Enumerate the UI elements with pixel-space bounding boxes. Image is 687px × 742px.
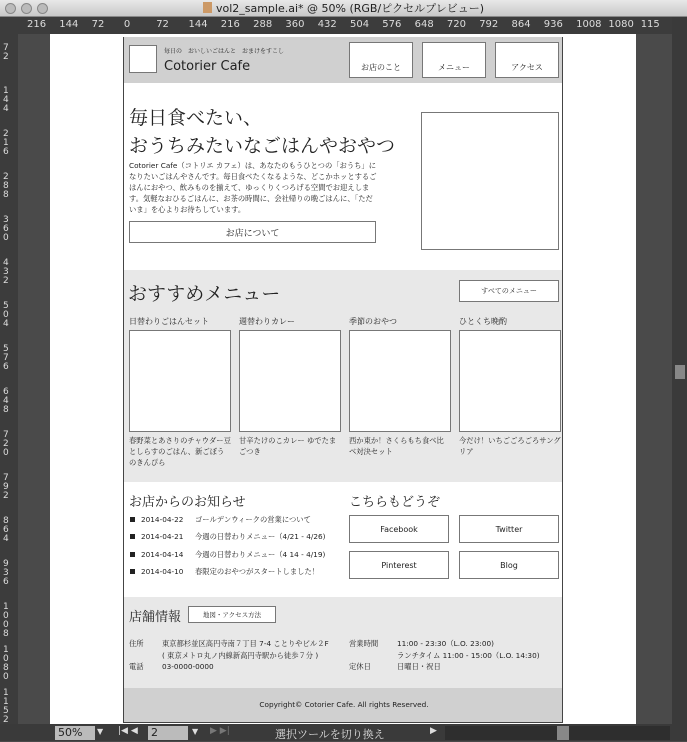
ruler-tick: 576 bbox=[382, 19, 402, 30]
ruler-tick: 432 bbox=[317, 19, 337, 30]
news-date: 2014-04-14 bbox=[141, 549, 184, 559]
ruler-tick: 288 bbox=[3, 172, 9, 200]
ruler-tick: 216 bbox=[27, 19, 47, 30]
window-title: vol2_sample.ai* @ 50% (RGB/ピクセルプレビュー) bbox=[215, 2, 485, 15]
zoom-field[interactable]: 50% bbox=[55, 726, 95, 740]
news-item[interactable] bbox=[130, 515, 311, 525]
menu-card-image bbox=[239, 330, 341, 432]
menu-card-label: ひとくち晩酌 bbox=[459, 317, 507, 326]
site-name: Cotorier Cafe bbox=[164, 59, 251, 74]
address-line1: 東京都杉並区高円寺南７丁目 7-4 ことりやビル２F bbox=[162, 639, 329, 648]
ruler-tick: 1008 bbox=[3, 602, 9, 639]
pinterest-button[interactable]: Pinterest bbox=[349, 551, 449, 579]
hours-label: 営業時間 bbox=[349, 639, 379, 648]
news-title: お店からのお知らせ bbox=[129, 495, 246, 510]
ruler-tick: 72 bbox=[156, 19, 169, 30]
news-text[interactable]: 今週の日替わりメニュー（4 14 - 4/19) bbox=[195, 549, 326, 559]
ruler-tick: 115 bbox=[640, 19, 660, 30]
menu-card-label: 週替わりカレー bbox=[239, 317, 295, 326]
ruler-tick: 720 bbox=[3, 430, 9, 458]
blog-button[interactable]: Blog bbox=[459, 551, 559, 579]
ruler-tick: 216 bbox=[220, 19, 240, 30]
ruler-tick: 864 bbox=[3, 516, 9, 544]
recommended-menu-section bbox=[124, 270, 563, 482]
ruler-tick: 216 bbox=[3, 129, 9, 157]
ruler-tick: 504 bbox=[3, 301, 9, 329]
tel-value: 03-0000-0000 bbox=[162, 662, 214, 671]
news-item[interactable] bbox=[130, 532, 325, 542]
horizontal-scroll-thumb[interactable] bbox=[557, 726, 569, 740]
ruler-tick: 72 bbox=[91, 19, 105, 30]
news-date: 2014-04-21 bbox=[141, 532, 184, 542]
twitter-button[interactable]: Twitter bbox=[459, 515, 559, 543]
nav-access[interactable]: アクセス bbox=[495, 42, 559, 78]
ruler-tick: 1080 bbox=[608, 19, 634, 30]
tel-label: 電話 bbox=[129, 662, 144, 671]
menu-card-image bbox=[459, 330, 561, 432]
bullet-icon bbox=[130, 517, 135, 522]
horizontal-scrollbar[interactable] bbox=[445, 726, 670, 740]
news-item[interactable] bbox=[130, 567, 319, 577]
hero-body: Cotorier Cafe（コトリエ カフェ）は、あなたのもうひとつの「おうち」になりたいごはんやさんです。毎日食べたくなるような、どこかホッとするごはんにおやつ、飲みものを揃えて、ゆっくりくつろげる空間でお迎えします。気軽なおひるごはんに、お茶の時間に、会社帰りの晩ごはんに、「ただいま」を心よりお待ちしています。 bbox=[129, 161, 377, 214]
vertical-scroll-thumb[interactable] bbox=[675, 365, 685, 379]
status-menu-arrow-icon[interactable]: ▶ bbox=[430, 726, 437, 736]
window-titlebar bbox=[0, 0, 687, 17]
ruler-tick: 576 bbox=[3, 344, 9, 372]
next-artboard-icon[interactable]: ▶ ▶| bbox=[210, 726, 230, 736]
hours-line2: ランチタイム 11:00 - 15:00（L.O. 14:30) bbox=[397, 651, 540, 660]
zoom-window-button[interactable] bbox=[37, 3, 48, 14]
logo-placeholder bbox=[129, 45, 157, 73]
ruler-tick: 1008 bbox=[576, 19, 602, 30]
ruler-tick: 360 bbox=[285, 19, 305, 30]
ruler-tick: 936 bbox=[543, 19, 563, 30]
ruler-tick: 864 bbox=[511, 19, 531, 30]
vertical-ruler[interactable] bbox=[0, 34, 18, 724]
links-title: こちらもどうぞ bbox=[349, 495, 441, 510]
news-text[interactable]: 今週の日替わりメニュー（4/21 - 4/26) bbox=[195, 532, 326, 542]
site-footer bbox=[124, 688, 563, 723]
document-icon bbox=[203, 2, 212, 13]
menu-card-desc: 春野菜とあさりのチャウダー豆としらすのごはん、新ごぼうのきんぴら bbox=[129, 436, 231, 467]
bullet-icon bbox=[130, 569, 135, 574]
vertical-scrollbar[interactable] bbox=[672, 17, 687, 724]
menu-card-image bbox=[349, 330, 451, 432]
closed-label: 定休日 bbox=[349, 662, 371, 671]
ruler-tick: 288 bbox=[253, 19, 273, 30]
menu-card-label: 季節のおやつ bbox=[349, 317, 397, 326]
minimize-window-button[interactable] bbox=[21, 3, 32, 14]
hours-line1: 11:00 - 23:30（L.O. 23:00) bbox=[397, 639, 494, 648]
bullet-icon bbox=[130, 552, 135, 557]
menu-card-label: 日替わりごはんセット bbox=[129, 317, 209, 326]
menu-card-image bbox=[129, 330, 231, 432]
menu-title: おすすめメニュー bbox=[128, 283, 281, 305]
tool-hint: 選択ツールを切り換え bbox=[275, 728, 385, 741]
menu-card-desc: 甘辛たけのこカレー ゆでたまごつき bbox=[239, 436, 337, 456]
address-label: 住所 bbox=[129, 639, 144, 648]
ruler-tick: 72 bbox=[3, 43, 9, 62]
ruler-tick: 1080 bbox=[3, 645, 9, 682]
store-info-section bbox=[124, 597, 563, 688]
ruler-tick: 144 bbox=[188, 19, 208, 30]
news-text[interactable]: ゴールデンウィークの営業について bbox=[195, 515, 311, 524]
map-access-button[interactable]: 地図・アクセス方法 bbox=[188, 606, 276, 623]
copyright: Copyright© Cotorier Cafe. All rights Reserved. bbox=[259, 700, 429, 709]
store-title: 店舗情報 bbox=[129, 610, 182, 625]
site-header bbox=[124, 37, 563, 83]
wireframe-page bbox=[123, 37, 563, 723]
close-window-button[interactable] bbox=[5, 3, 16, 14]
ruler-tick: 360 bbox=[3, 215, 9, 243]
facebook-button[interactable]: Facebook bbox=[349, 515, 449, 543]
all-menu-button[interactable]: すべてのメニュー bbox=[459, 280, 559, 302]
nav-menu[interactable]: メニュー bbox=[422, 42, 486, 78]
hero-heading-line2: おうちみたいなごはんやおやつ bbox=[129, 135, 396, 157]
ruler-tick: 792 bbox=[3, 473, 9, 501]
first-artboard-icon[interactable]: |◀ ◀ bbox=[118, 726, 138, 736]
about-button[interactable]: お店について bbox=[129, 221, 376, 243]
ruler-tick: 504 bbox=[350, 19, 370, 30]
ruler-tick: 0 bbox=[123, 19, 131, 30]
zoom-dropdown-icon[interactable]: ▼ bbox=[97, 727, 104, 736]
ruler-tick: 648 bbox=[3, 387, 9, 415]
ruler-tick: 432 bbox=[3, 258, 9, 286]
menu-card-desc: 今だけ！いちごごろごろサングリア bbox=[459, 436, 561, 456]
ruler-tick: 792 bbox=[479, 19, 499, 30]
horizontal-ruler[interactable] bbox=[0, 17, 672, 34]
ruler-tick: 720 bbox=[446, 19, 466, 30]
news-item[interactable] bbox=[130, 550, 325, 560]
ruler-tick: 648 bbox=[414, 19, 434, 30]
address-line2: ( 東京メトロ丸ノ内線新高円寺駅から徒歩７分 ) bbox=[162, 651, 319, 660]
news-text[interactable]: 春限定のおやつがスタートしました！ bbox=[195, 566, 320, 576]
bullet-icon bbox=[130, 534, 135, 539]
status-bar bbox=[0, 724, 687, 741]
ruler-tick: 936 bbox=[3, 559, 9, 587]
artboard-number-field[interactable]: 2 bbox=[148, 726, 188, 740]
artboard-dropdown-icon[interactable]: ▼ bbox=[192, 727, 199, 736]
news-date: 2014-04-10 bbox=[141, 566, 184, 576]
news-date: 2014-04-22 bbox=[141, 515, 184, 524]
tagline: 毎日の おいしいごはんと おまけをすこし bbox=[164, 48, 285, 55]
hero-image-placeholder bbox=[421, 112, 559, 250]
hero-heading-line1: 毎日食べたい、 bbox=[129, 107, 263, 129]
nav-about[interactable]: お店のこと bbox=[349, 42, 413, 78]
closed-value: 日曜日・祝日 bbox=[397, 662, 441, 671]
ruler-tick: 144 bbox=[3, 86, 9, 114]
ruler-tick: 144 bbox=[59, 19, 79, 30]
ruler-tick: 1152 bbox=[3, 688, 9, 724]
menu-card-desc: 西か東か！さくらもち食べ比べ対決セット bbox=[349, 436, 444, 456]
